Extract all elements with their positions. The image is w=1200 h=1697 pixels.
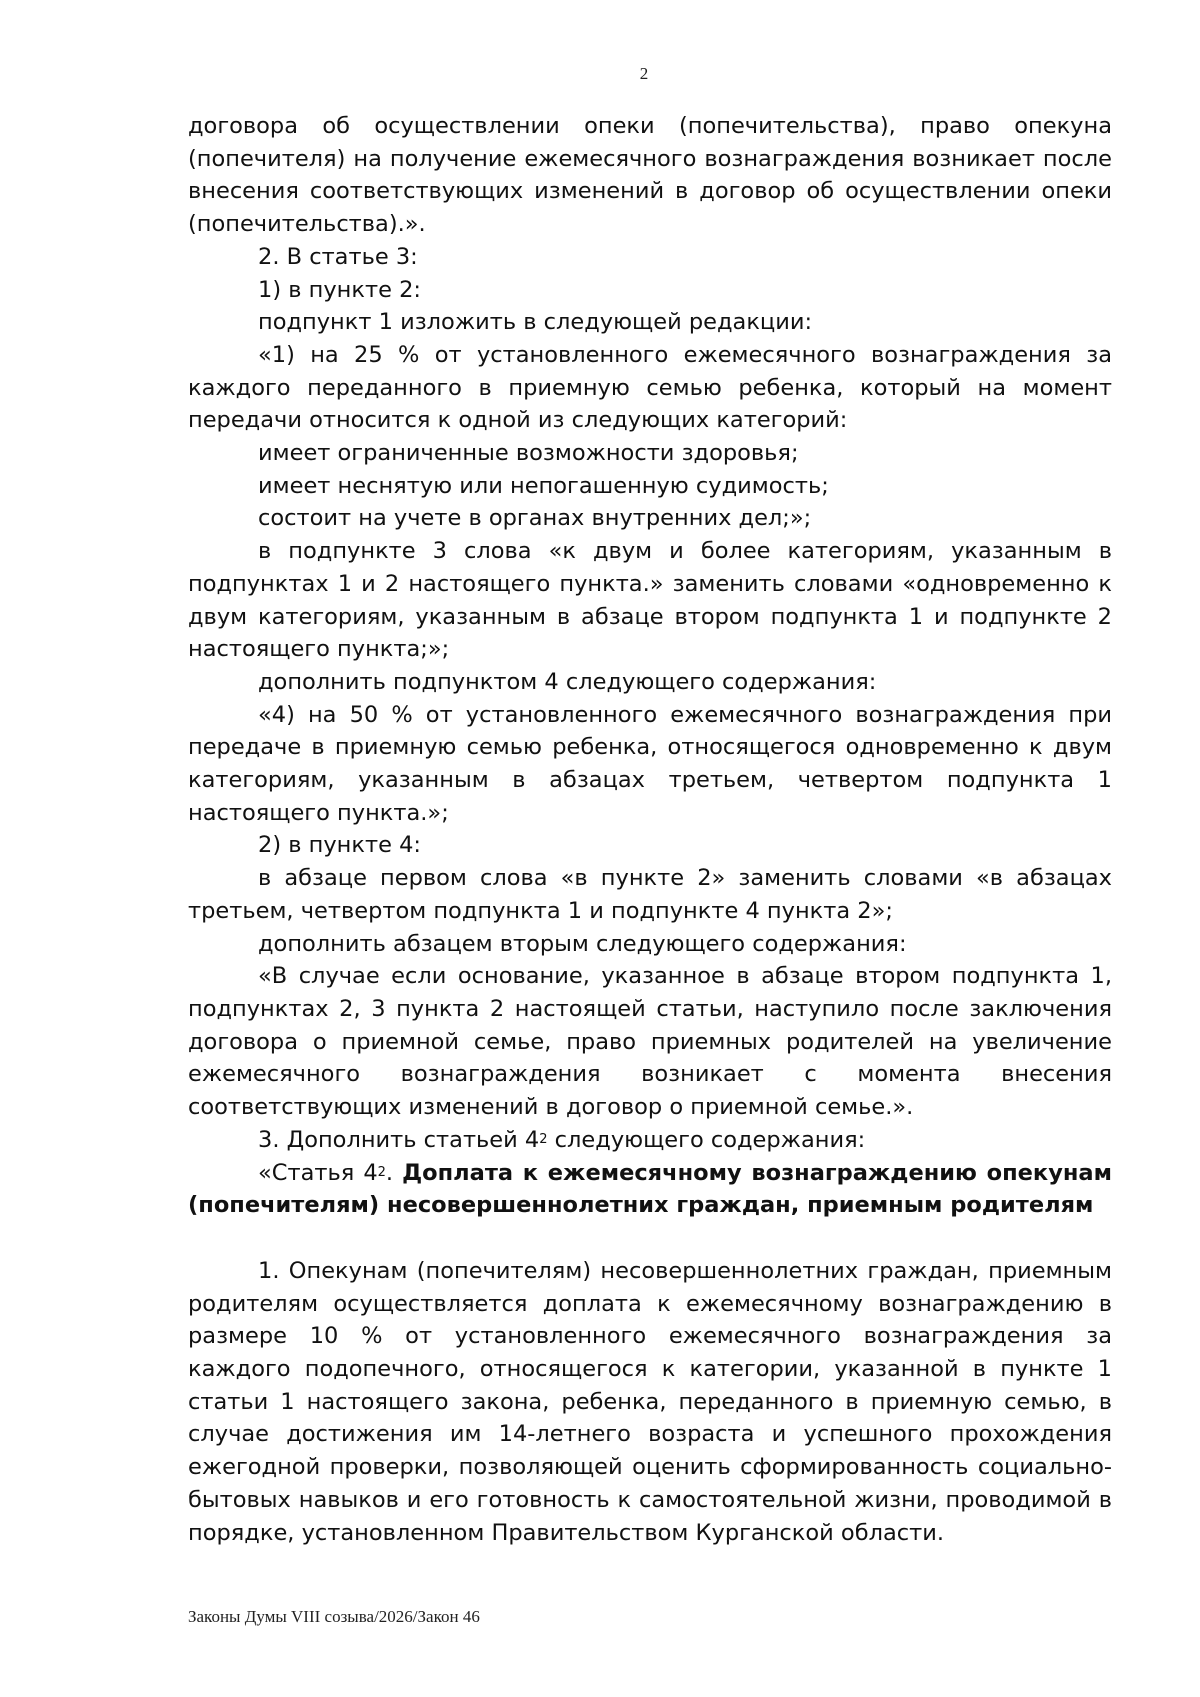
paragraph-point-4-change: в абзаце первом слова «в пункте 2» заменить словами «в абзацах третьем, четвертом подпункта 1 и подпункте 4 пункта 2»;	[188, 865, 1112, 924]
paragraph-add-second-abzac: дополнить абзацем вторым следующего содержания:	[258, 930, 907, 957]
add-article-text-end: следующего содержания:	[547, 1126, 866, 1153]
paragraph-subpoint-4-text: «4) на 50 % от установленного ежемесячного вознаграждения при передаче в приемную семью ребенка, относящегося одновременно к двум категориям, указанным в абзацах третьем, четвертом подпункта 1 настоящего пункта.»;	[188, 701, 1112, 826]
paragraph-subpoint-1-intro: подпункт 1 изложить в следующей редакции:	[258, 309, 813, 336]
article-heading-superscript: 2	[377, 1164, 386, 1180]
blank-line	[188, 1222, 1112, 1255]
paragraph-point-4: 2) в пункте 4:	[258, 832, 421, 859]
paragraph-second-abzac-text: «В случае если основание, указанное в абзаце втором подпункта 1, подпунктах 2, 3 пункта 2 настоящей статьи, наступило после заключения договора о приемной семье, право приемных родителей на увеличение ежемесячного вознаграждения возникает с момента внесения соответствующих изменений в договор о приемной семье.».	[188, 963, 1112, 1121]
document-footer: Законы Думы VIII созыва/2026/Закон 46	[188, 1607, 480, 1626]
paragraph-subpoint-1-text: «1) на 25 % от установленного ежемесячного вознаграждения за каждого переданного в приемную семью ребенка, который на момент передачи относится к одной из следующих категорий:	[188, 341, 1112, 434]
page-number: 2	[639, 64, 649, 83]
paragraph-point-2: 1) в пункте 2:	[258, 276, 421, 303]
article-heading-prefix: «Статья 4	[258, 1159, 378, 1186]
paragraph-add-article	[188, 1124, 1112, 1157]
paragraph-category-1: имеет ограниченные возможности здоровья;	[258, 440, 799, 467]
paragraph-article-3: 2. В статье 3:	[258, 243, 418, 270]
paragraph-category-2: имеет неснятую или непогашенную судимость;	[258, 472, 829, 499]
article-heading-title: Доплата к ежемесячному вознаграждению опекунам (попечителям) несовершеннолетних граждан, приемным родителям	[188, 1159, 1112, 1219]
article-heading-dot: .	[385, 1159, 403, 1186]
paragraph-category-3: состоит на учете в органах внутренних дел;»;	[258, 505, 812, 532]
paragraph-subpoint-3-change: в подпункте 3 слова «к двум и более категориям, указанным в подпунктах 1 и 2 настоящего пункта.» заменить словами «одновременно к двум категориям, указанным в абзаце втором подпункта 1 и подпункте 2 настоящего пункта;»;	[188, 538, 1112, 663]
paragraph-article-point-1: 1. Опекунам (попечителям) несовершеннолетних граждан, приемным родителям осуществляется доплата к ежемесячному вознаграждению в размере 10 % от установленного ежемесячного вознаграждения за каждого подопечного, относящегося к категории, указанной в пункте 1 статьи 1 настоящего закона, ребенка, переданного в приемную семью, в случае достижения им 14-летнего возраста и успешного прохождения ежегодной проверки, позволяющей оценить сформированность социально-бытовых навыков и его готовность к самостоятельной жизни, проводимой в порядке, установленном Правительством Курганской области.	[188, 1257, 1112, 1546]
document-body	[188, 110, 1112, 1549]
add-article-text: 3. Дополнить статьей 4	[258, 1126, 540, 1153]
add-article-superscript: 2	[539, 1131, 548, 1147]
article-heading	[188, 1157, 1112, 1222]
paragraph-add-subpoint-4: дополнить подпунктом 4 следующего содержания:	[258, 668, 877, 695]
paragraph-continuation: договора об осуществлении опеки (попечительства), право опекуна (попечителя) на получение ежемесячного вознаграждения возникает после внесения соответствующих изменений в договор об осуществлении опеки (попечительства).».	[188, 113, 1112, 238]
